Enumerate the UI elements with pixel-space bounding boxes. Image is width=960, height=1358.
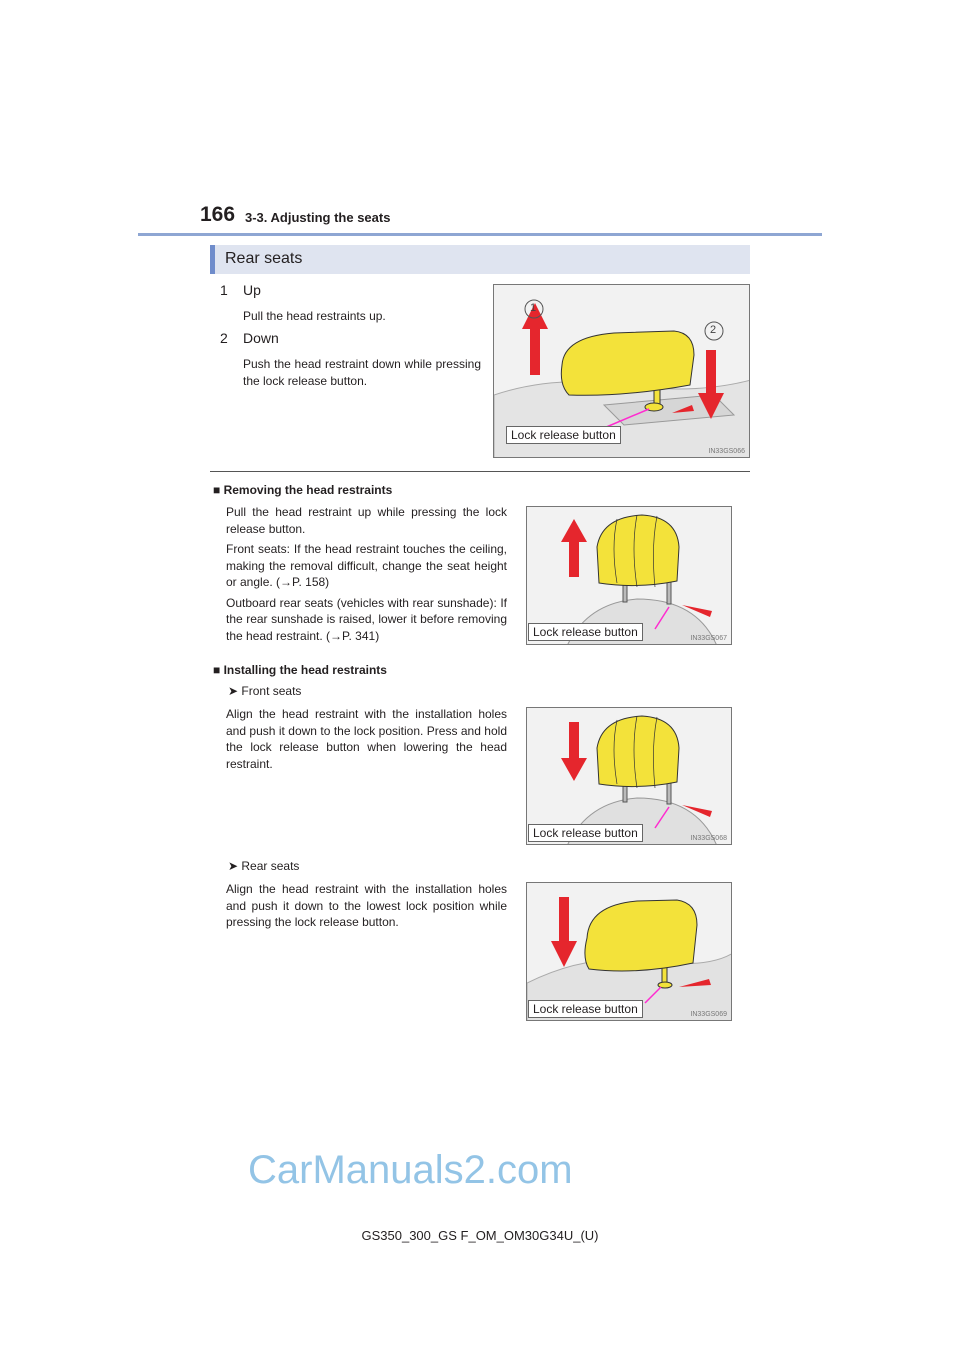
lock-release-callout: Lock release button xyxy=(506,426,621,444)
removing-heading-text: Removing the head restraints xyxy=(223,483,393,497)
lock-release-callout: Lock release button xyxy=(528,623,643,641)
rear-seats-title: Rear seats xyxy=(225,250,303,267)
installing-heading-text: Installing the head restraints xyxy=(223,663,387,677)
figure-marker-1: 1 xyxy=(530,302,537,314)
rear-seats-title-bar xyxy=(210,245,750,274)
figure-marker-2: 2 xyxy=(710,324,717,336)
removing-para-2: Front seats: If the head restraint touches the ceiling, making the removal difficult, change the seat height or angle. (→P. 158) xyxy=(226,542,507,589)
installing-heading: ■ Installing the head restraints xyxy=(213,663,387,677)
figure-code: IN33GS067 xyxy=(690,635,727,642)
figure-code: IN33GS068 xyxy=(690,835,727,842)
removing-para-3: Outboard rear seats (vehicles with rear sunshade): If the rear sunshade is raised, lower it before removing the head restraint. (→P. 341) xyxy=(226,595,507,643)
removing-heading: ■ Removing the head restraints xyxy=(213,483,393,497)
watermark: CarManuals2.com xyxy=(248,1148,573,1192)
step-1-number: 1 xyxy=(220,282,228,298)
rear-seats-bullet-text: Rear seats xyxy=(241,859,300,873)
header-rule xyxy=(138,233,822,236)
step-2-label: Down xyxy=(243,330,279,346)
rear-install-figure xyxy=(526,882,732,1021)
removing-para-1: Pull the head restraint up while pressing the lock release button. xyxy=(226,505,507,536)
rear-seats-install-text: Align the head restraint with the installation holes and push it down to the lowest lock position while pressing the lock release button. xyxy=(226,882,507,929)
step-2-number: 2 xyxy=(220,330,228,346)
footer-code: GS350_300_GS F_OM_OM30G34U_(U) xyxy=(361,1228,599,1243)
page-number: 166 xyxy=(200,203,236,226)
section-divider xyxy=(210,471,750,472)
step-1-text: Pull the head restraints up. xyxy=(243,309,386,323)
step-2-text: Push the head restraint down while pressing the lock release button. xyxy=(243,357,481,388)
rear-seat-adjust-figure xyxy=(493,284,750,458)
removing-figure xyxy=(526,506,732,645)
front-seats-text: Align the head restraint with the installation holes and push it down to the lock position. Press and hold the lock release button when lowering the head restraint. xyxy=(226,707,507,771)
section-header: 3-3. Adjusting the seats xyxy=(245,210,391,225)
rear-seats-bullet: ➤ Rear seats xyxy=(228,859,300,873)
figure-code: IN33GS069 xyxy=(690,1011,727,1018)
figure-code: IN33GS066 xyxy=(708,448,745,455)
front-seats-bullet-text: Front seats xyxy=(241,684,302,698)
step-1-label: Up xyxy=(243,282,261,298)
front-seats-bullet: ➤ Front seats xyxy=(228,684,302,698)
lock-release-callout: Lock release button xyxy=(528,824,643,842)
lock-release-callout: Lock release button xyxy=(528,1000,643,1018)
front-install-figure xyxy=(526,707,732,845)
